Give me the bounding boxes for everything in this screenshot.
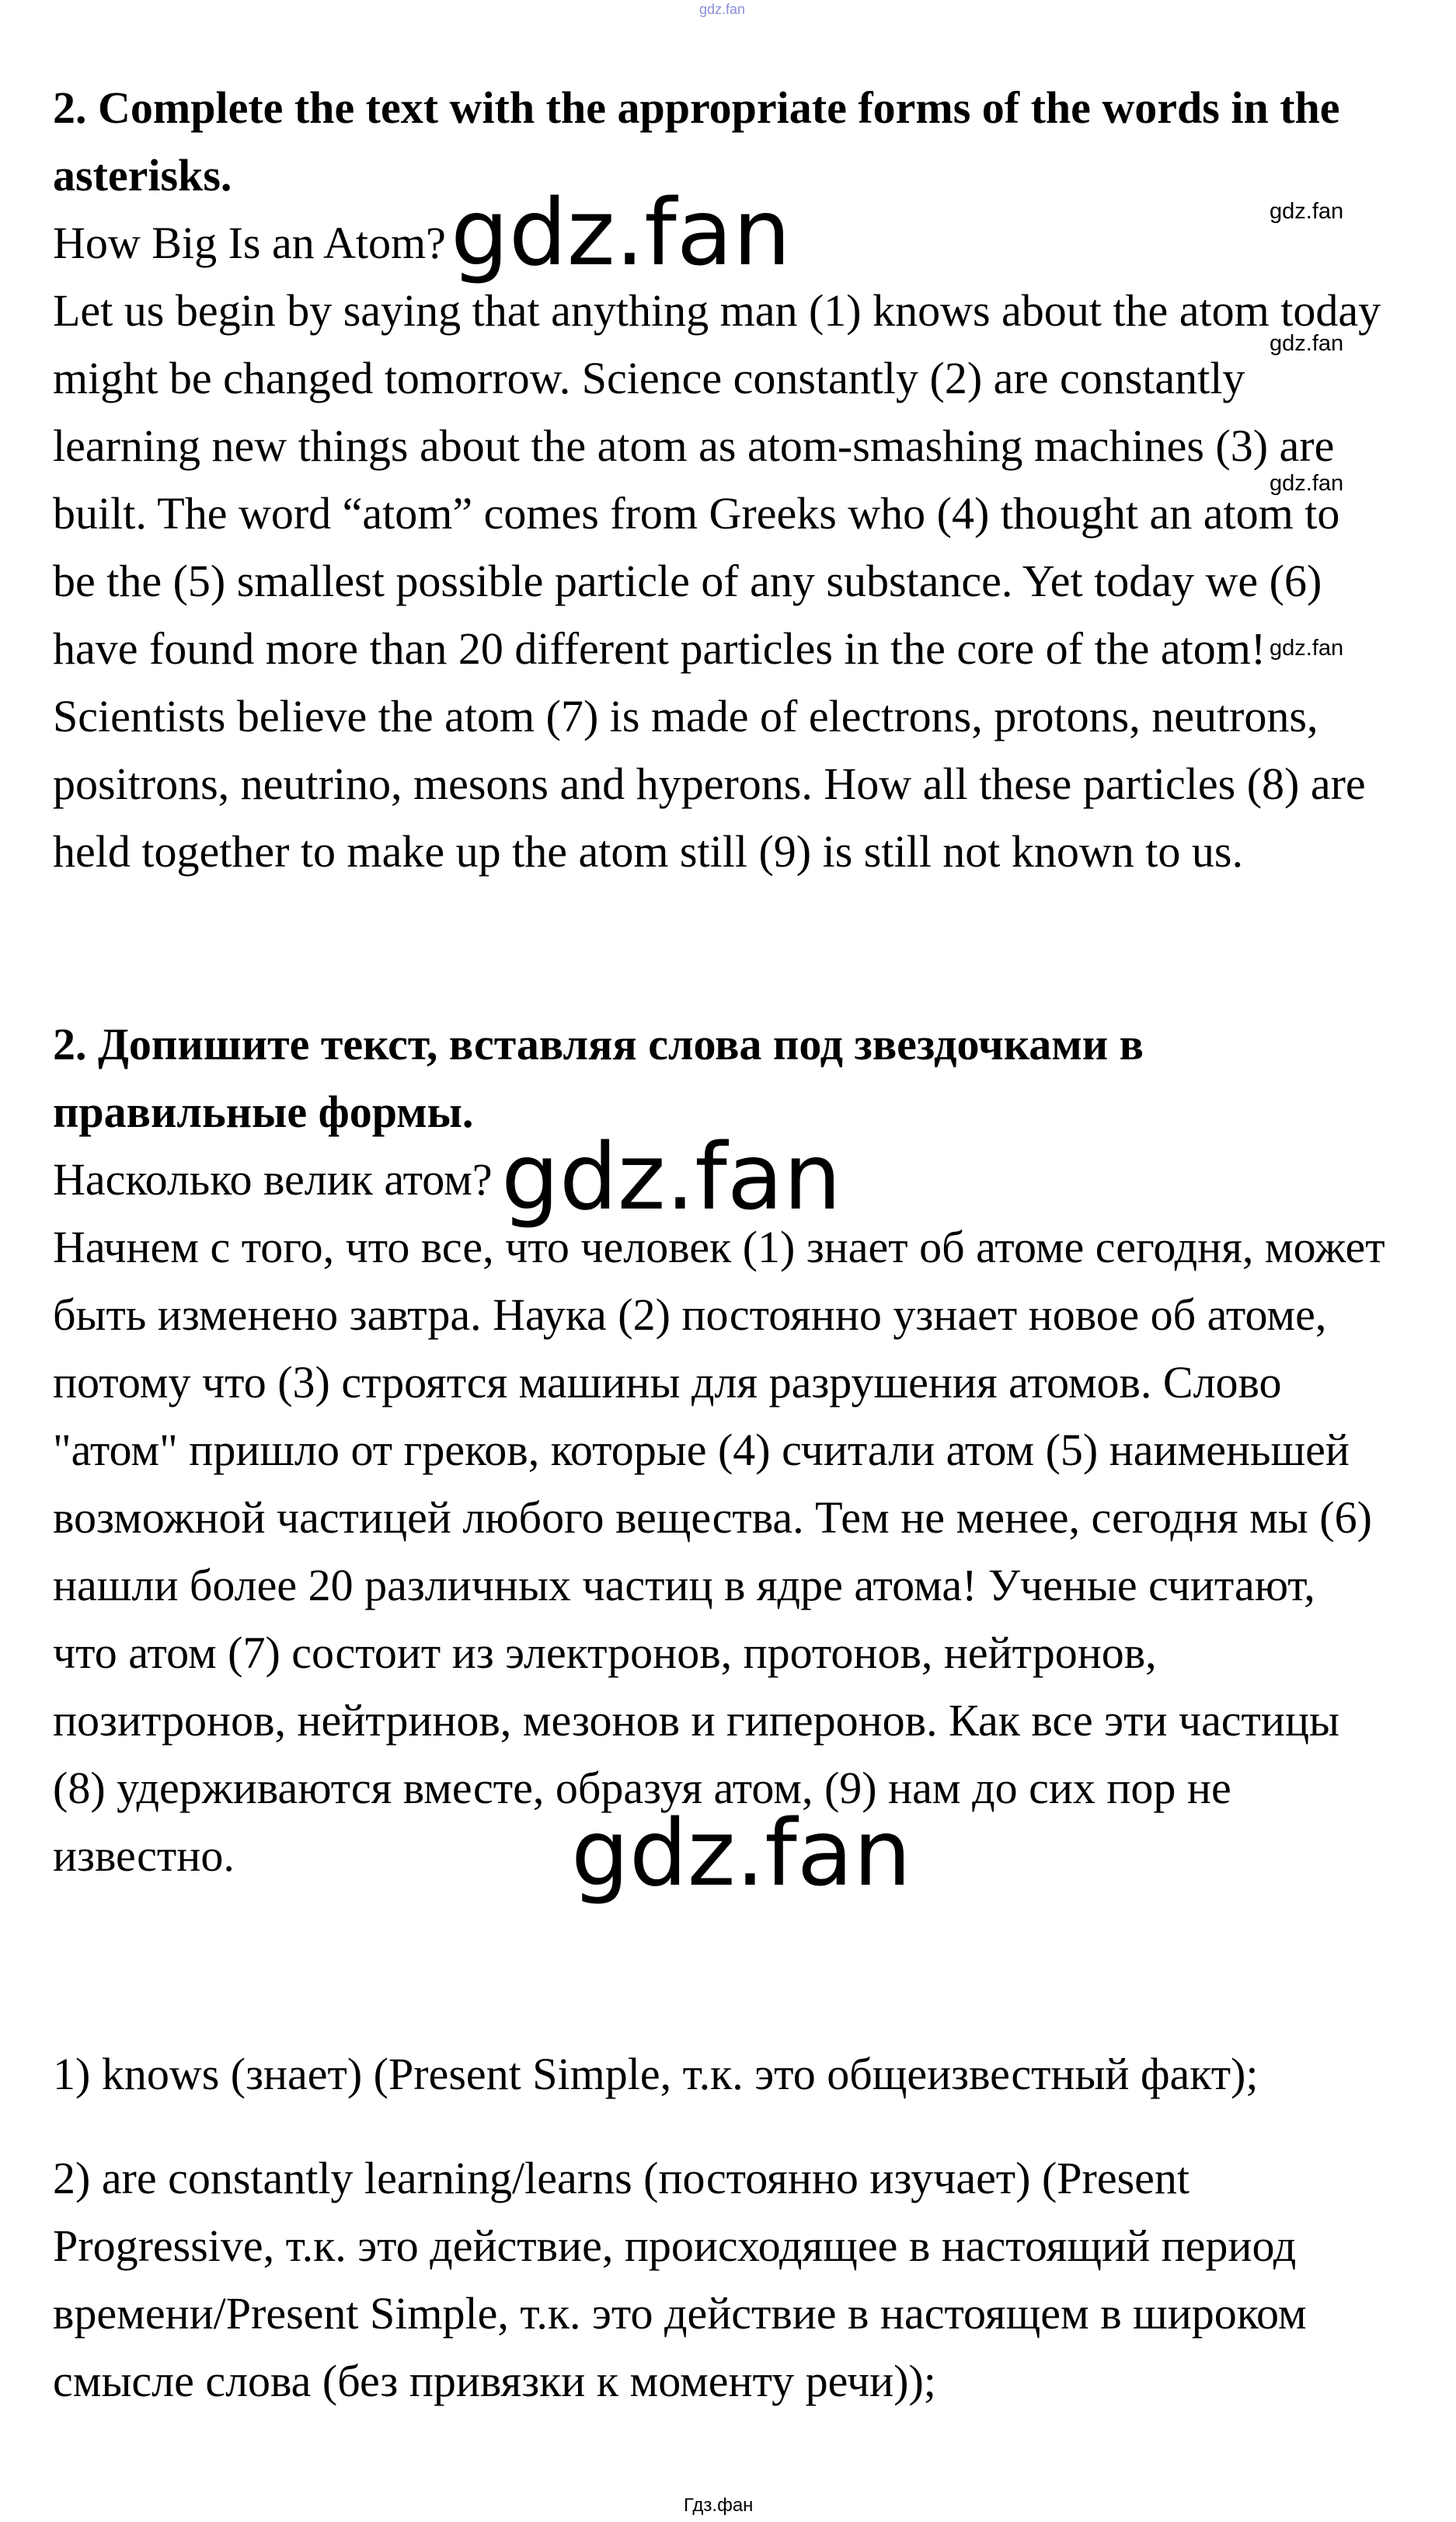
russian-text-title: Насколько велик атом? (53, 1154, 493, 1205)
watermark-small: gdz.fan (1270, 636, 1344, 661)
russian-task-heading: 2. Допишите текст, вставляя слова под звездочками в правильные формы. (53, 1019, 1144, 1137)
answer-item-1: 1) knows (знает) (Present Simple, т.к. это общеизвестный факт); (53, 2049, 1259, 2099)
watermark-large: gdz.fan (451, 179, 791, 286)
english-task-heading: 2. Complete the text with the appropriate forms of the words in the asterisks. (53, 82, 1340, 201)
russian-text-body: Начнем с того, что все, что человек (1) знает об атоме сегодня, может быть изменено завтра. Наука (2) постоянно узнает новое об атоме, потому что (3) строятся машины для разрушения атомов. Слово "атом" пришло от греков, которые (4) считали атом (5) наименьшей возможной частицей любого вещества. Тем не менее, сегодня мы (6) нашли более 20 различных частиц в ядре атома! Ученые считают, что атом (7) состоит из электронов, протонов, нейтронов, позитронов, нейтринов, мезонов и гиперонов. Как все эти частицы (8) удерживаются вместе, образуя атом, (9) нам до сих пор не известно. (53, 1222, 1385, 1881)
watermark-small: gdz.fan (1270, 331, 1344, 356)
answer-item-2: 2) are constantly learning/learns (постоянно изучает) (Present Progressive, т.к. это действие, происходящее в настоящий период времени/Present Simple, т.к. это действие в настоящем в широком смысле слова (без привязки к моменту речи)); (53, 2153, 1307, 2406)
top-watermark: gdz.fan (699, 2, 746, 17)
answers-list (53, 2040, 1389, 2451)
watermark-large: gdz.fan (571, 1799, 911, 1906)
english-text-body: Let us begin by saying that anything man (1) knows about the atom today might be changed tomorrow. Science constantly (2) are constantly learning new things about the atom as atom-smashing machines (3) are built. The word “atom” comes from Greeks who (4) thought an atom to be the (5) smallest possible particle of any substance. Yet today we (6) have found more than 20 different particles in the core of the atom! Scientists believe the atom (7) is made of electrons, protons, neutrons, positrons, neutrino, mesons and hyperons. How all these particles (8) are held together to make up the atom still (9) is still not known to us. (53, 285, 1381, 877)
watermark-large: gdz.fan (501, 1123, 841, 1230)
bottom-watermark: Гдз.фан (684, 2495, 754, 2516)
english-text-title: How Big Is an Atom? (53, 218, 446, 268)
watermark-small: gdz.fan (1270, 199, 1344, 224)
watermark-small: gdz.fan (1270, 471, 1344, 496)
